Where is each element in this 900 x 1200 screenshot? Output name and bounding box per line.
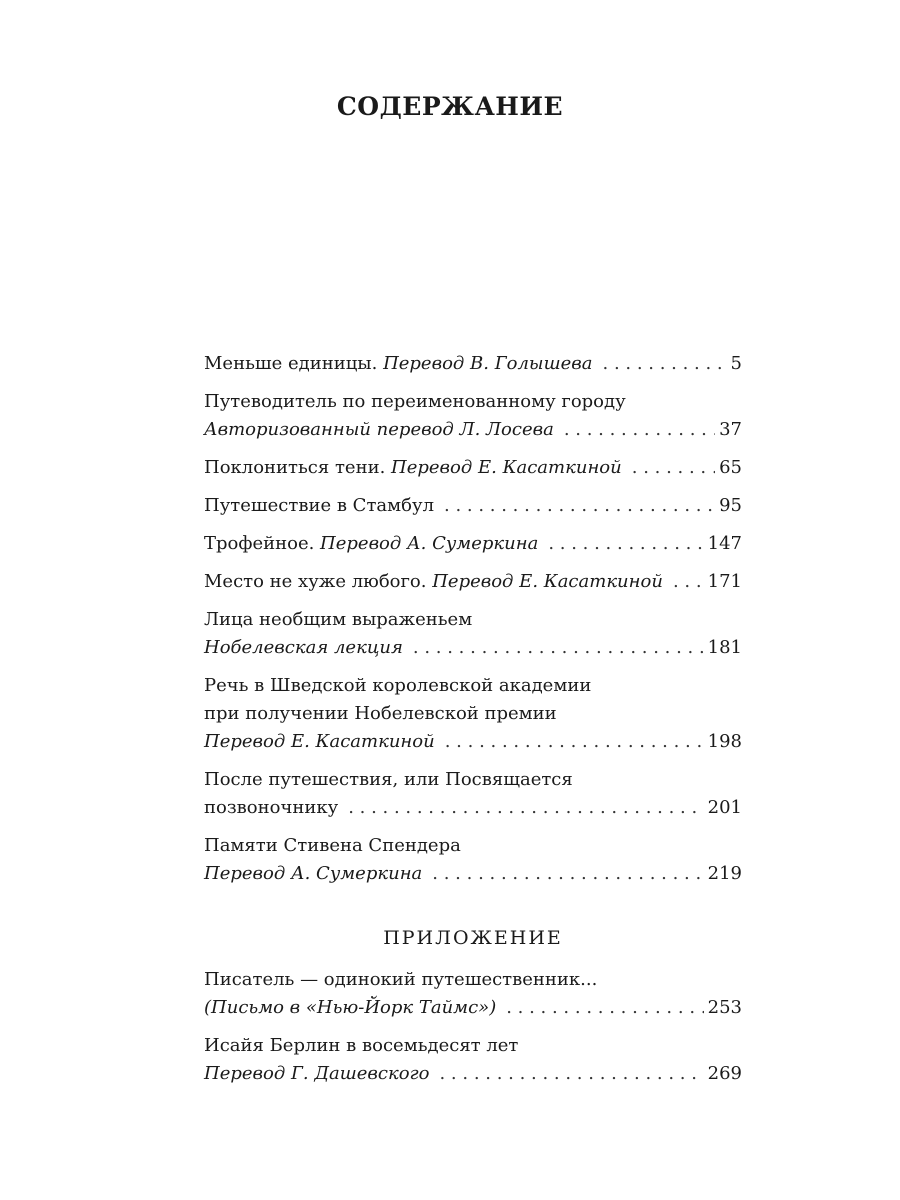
toc-entry-translator: Авторизованный перевод Л. Лосева	[204, 419, 554, 440]
toc-main-entries	[204, 350, 742, 888]
toc-entry[interactable]	[204, 606, 742, 662]
table-of-contents	[204, 350, 742, 1098]
toc-entry-last-line	[204, 794, 742, 822]
dot-leader	[439, 1060, 703, 1088]
page-number: 65	[719, 457, 742, 478]
toc-entry-title-text: Место не хуже любого.	[204, 571, 433, 592]
toc-entry[interactable]	[204, 530, 742, 558]
dot-leader	[564, 416, 715, 444]
toc-entry[interactable]	[204, 454, 742, 482]
toc-entry-last-line	[204, 994, 742, 1022]
toc-entry-title-line: Речь в Шведской королевской академии	[204, 675, 592, 696]
page-number: 95	[719, 495, 742, 516]
toc-entry-translator: Перевод А. Сумеркина	[204, 863, 423, 884]
dot-leader	[444, 492, 715, 520]
toc-entry-title-line: Памяти Стивена Спендера	[204, 835, 461, 856]
toc-entry-title-line: при получении Нобелевской премии	[204, 703, 557, 724]
toc-entry-title-text: позвоночнику	[204, 797, 339, 818]
toc-entry-title	[204, 568, 663, 596]
dot-leader	[445, 728, 704, 756]
toc-entry-title-line: Писатель — одинокий путешественник...	[204, 969, 598, 990]
toc-entry-title-text: Трофейное.	[204, 533, 321, 554]
toc-entry-title	[204, 350, 593, 378]
toc-entry[interactable]	[204, 350, 742, 378]
toc-entry-title-line: Лица необщим выраженьем	[204, 609, 473, 630]
toc-entry-last-line	[204, 860, 742, 888]
toc-entry-last-line	[204, 454, 742, 482]
toc-entry-title-line: Исайя Берлин в восемьдесят лет	[204, 1035, 519, 1056]
page-number: 198	[707, 731, 742, 752]
page-number: 253	[707, 997, 742, 1018]
toc-entry-translator: Перевод А. Сумеркина	[320, 533, 539, 554]
toc-entry-translator: Перевод Е. Касаткиной	[391, 457, 622, 478]
toc-entry-last-line	[204, 416, 742, 444]
toc-entry-title	[204, 794, 338, 822]
toc-entry-title-text: Путешествие в Стамбул	[204, 495, 435, 516]
toc-entry-title	[204, 454, 622, 482]
page-number: 181	[707, 637, 742, 658]
page-title: СОДЕРЖАНИЕ	[336, 92, 564, 121]
toc-entry-title-line: После путешествия, или Посвящается	[204, 769, 573, 790]
dot-leader	[548, 530, 703, 558]
toc-entry-translator: Нобелевская лекция	[204, 637, 403, 658]
toc-entry[interactable]	[204, 388, 742, 444]
toc-entry[interactable]	[204, 966, 742, 1022]
toc-entry-last-line	[204, 350, 742, 378]
toc-appendix-entries	[204, 966, 742, 1088]
toc-entry[interactable]	[204, 832, 742, 888]
toc-entry-translator: Перевод Г. Дашевского	[204, 1063, 430, 1084]
toc-entry-title	[204, 994, 496, 1022]
toc-entry-title	[204, 728, 435, 756]
toc-entry-last-line	[204, 1060, 742, 1088]
toc-entry-title	[204, 1060, 429, 1088]
toc-entry[interactable]	[204, 766, 742, 822]
toc-entry-title	[204, 530, 538, 558]
toc-entry-translator: Перевод Е. Касаткиной	[204, 731, 435, 752]
toc-entry-title-line: Путеводитель по переименованному городу	[204, 391, 626, 412]
dot-leader	[673, 568, 704, 596]
toc-entry[interactable]	[204, 568, 742, 596]
toc-entry[interactable]	[204, 672, 742, 756]
page-number: 171	[707, 571, 742, 592]
appendix-heading: ПРИЛОЖЕНИЕ	[383, 927, 563, 949]
dot-leader	[413, 634, 704, 662]
page-number: 269	[707, 1063, 742, 1084]
toc-entry-last-line	[204, 634, 742, 662]
toc-entry-title-text: Меньше единицы.	[204, 353, 384, 374]
toc-entry-title	[204, 492, 434, 520]
page-number: 201	[707, 797, 742, 818]
toc-entry-title	[204, 634, 403, 662]
toc-entry[interactable]	[204, 492, 742, 520]
toc-entry-title-text: Поклониться тени.	[204, 457, 392, 478]
toc-entry-last-line	[204, 568, 742, 596]
toc-entry-title	[204, 416, 554, 444]
toc-entry-last-line	[204, 728, 742, 756]
dot-leader	[632, 454, 715, 482]
toc-entry-last-line	[204, 530, 742, 558]
toc-entry-title	[204, 860, 422, 888]
dot-leader	[506, 994, 703, 1022]
page-number: 37	[719, 419, 742, 440]
toc-entry-translator: Перевод Е. Касаткиной	[432, 571, 663, 592]
toc-entry[interactable]	[204, 1032, 742, 1088]
page-number: 5	[730, 353, 742, 374]
toc-entry-last-line	[204, 492, 742, 520]
toc-entry-translator: Перевод В. Голышева	[383, 353, 593, 374]
dot-leader	[603, 350, 727, 378]
dot-leader	[348, 794, 703, 822]
dot-leader	[432, 860, 703, 888]
page-number: 219	[707, 863, 742, 884]
page-number: 147	[707, 533, 742, 554]
toc-entry-translator: (Письмо в «Нью-Йорк Таймс»)	[204, 997, 497, 1018]
